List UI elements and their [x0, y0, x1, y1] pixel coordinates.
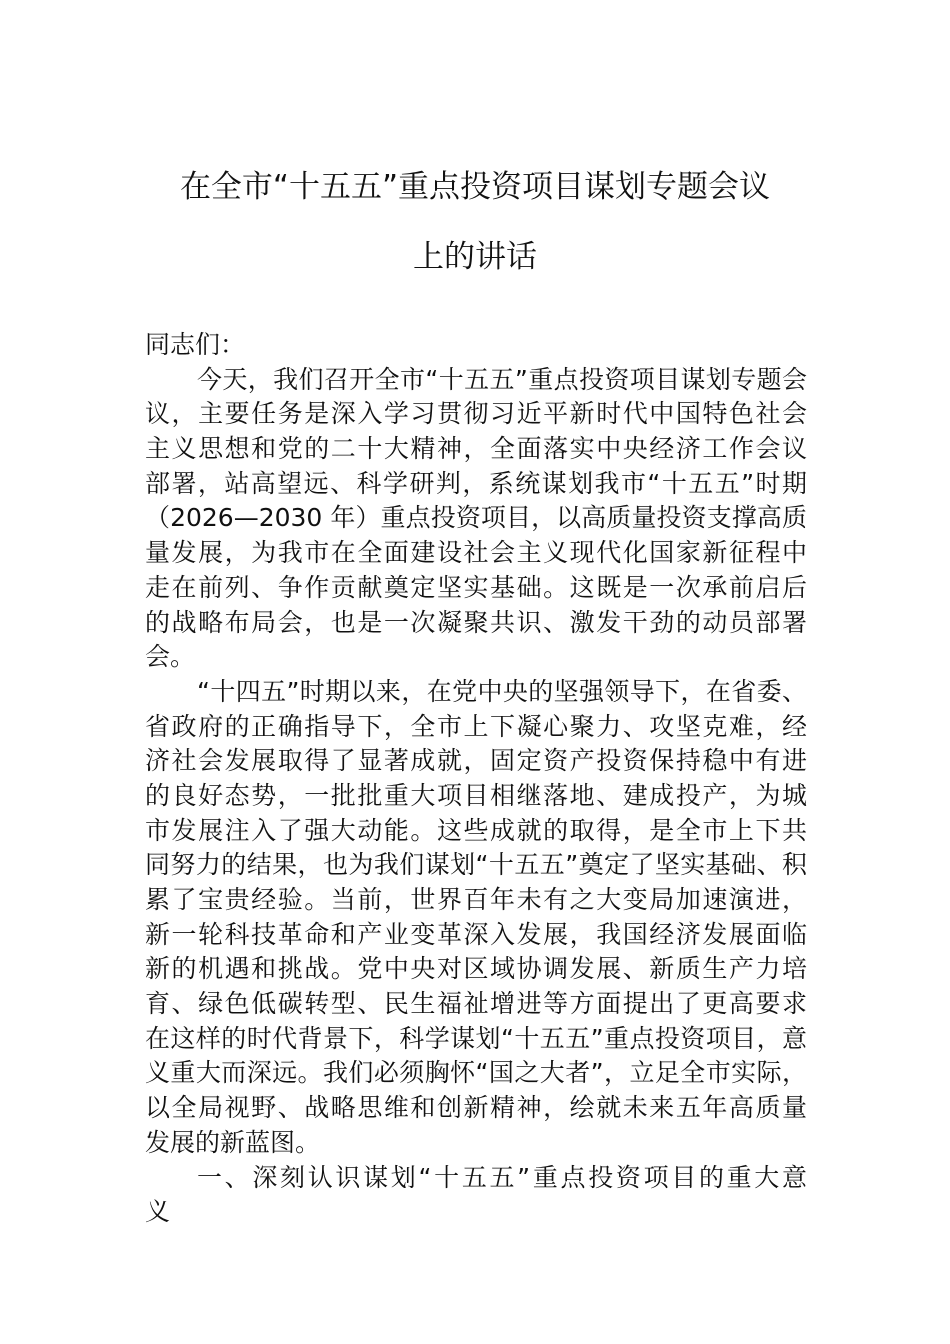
paragraph-line: 发展的新蓝图。	[145, 1127, 321, 1157]
paragraph-line: 走在前列、争作贡献奠定坚实基础。这既是一次承前启后	[145, 572, 807, 602]
paragraph-line: 新一轮科技革命和产业变革深入发展，我国经济发展面临	[145, 919, 807, 949]
document-title-line-2: 上的讲话	[413, 239, 537, 275]
paragraph-line: 同努力的结果，也为我们谋划“十五五”奠定了坚实基础、积	[145, 850, 807, 880]
paragraph-line: 新的机遇和挑战。党中央对区域协调发展、新质生产力培	[145, 954, 807, 984]
section-heading-line: 义	[145, 1197, 171, 1227]
paragraph-line: 以全局视野、战略思维和创新精神，绘就未来五年高质量	[145, 1093, 807, 1123]
paragraph-line: 育、绿色低碳转型、民生福祉增进等方面提出了更高要求	[145, 989, 807, 1019]
paragraph-line: 主义思想和党的二十大精神，全面落实中央经济工作会议	[145, 434, 807, 464]
paragraph-line: （2026—2030 年）重点投资项目，以高质量投资支撑高质	[145, 503, 807, 533]
paragraph-line: 在这样的时代背景下，科学谋划“十五五”重点投资项目，意	[145, 1023, 807, 1053]
paragraph-line: 会。	[145, 642, 196, 672]
paragraph-background	[145, 675, 807, 1161]
paragraph-line: 部署，站高望远、科学研判，系统谋划我市“十五五”时期	[145, 468, 807, 498]
section-heading-line: 一、深刻认识谋划“十五五”重点投资项目的重大意	[197, 1162, 807, 1192]
paragraph-line: 议，主要任务是深入学习贯彻习近平新时代中国特色社会	[145, 399, 807, 429]
paragraph-opening	[145, 363, 807, 675]
salutation: 同志们：	[145, 330, 246, 359]
paragraph-line: 的良好态势，一批批重大项目相继落地、建成投产，为城	[145, 780, 807, 810]
paragraph-line: 义重大而深远。我们必须胸怀“国之大者”，立足全市实际，	[145, 1058, 807, 1088]
paragraph-line: 济社会发展取得了显著成就，固定资产投资保持稳中有进	[145, 746, 807, 776]
paragraph-line: 市发展注入了强大动能。这些成就的取得，是全市上下共	[145, 815, 807, 845]
document-title-line-1: 在全市“十五五”重点投资项目谋划专题会议	[179, 169, 771, 205]
section-heading	[145, 1161, 807, 1230]
paragraph-line: 今天，我们召开全市“十五五”重点投资项目谋划专题会	[197, 364, 807, 394]
document-body	[145, 328, 807, 1230]
paragraph-line: “十四五”时期以来，在党中央的坚强领导下，在省委、	[197, 676, 807, 706]
paragraph-line: 省政府的正确指导下，全市上下凝心聚力、攻坚克难，经	[145, 711, 807, 741]
paragraph-line: 累了宝贵经验。当前，世界百年未有之大变局加速演进，	[145, 885, 807, 914]
paragraph-line: 量发展，为我市在全面建设社会主义现代化国家新征程中	[145, 538, 807, 568]
paragraph-line: 的战略布局会，也是一次凝聚共识、激发干劲的动员部署	[145, 607, 807, 637]
